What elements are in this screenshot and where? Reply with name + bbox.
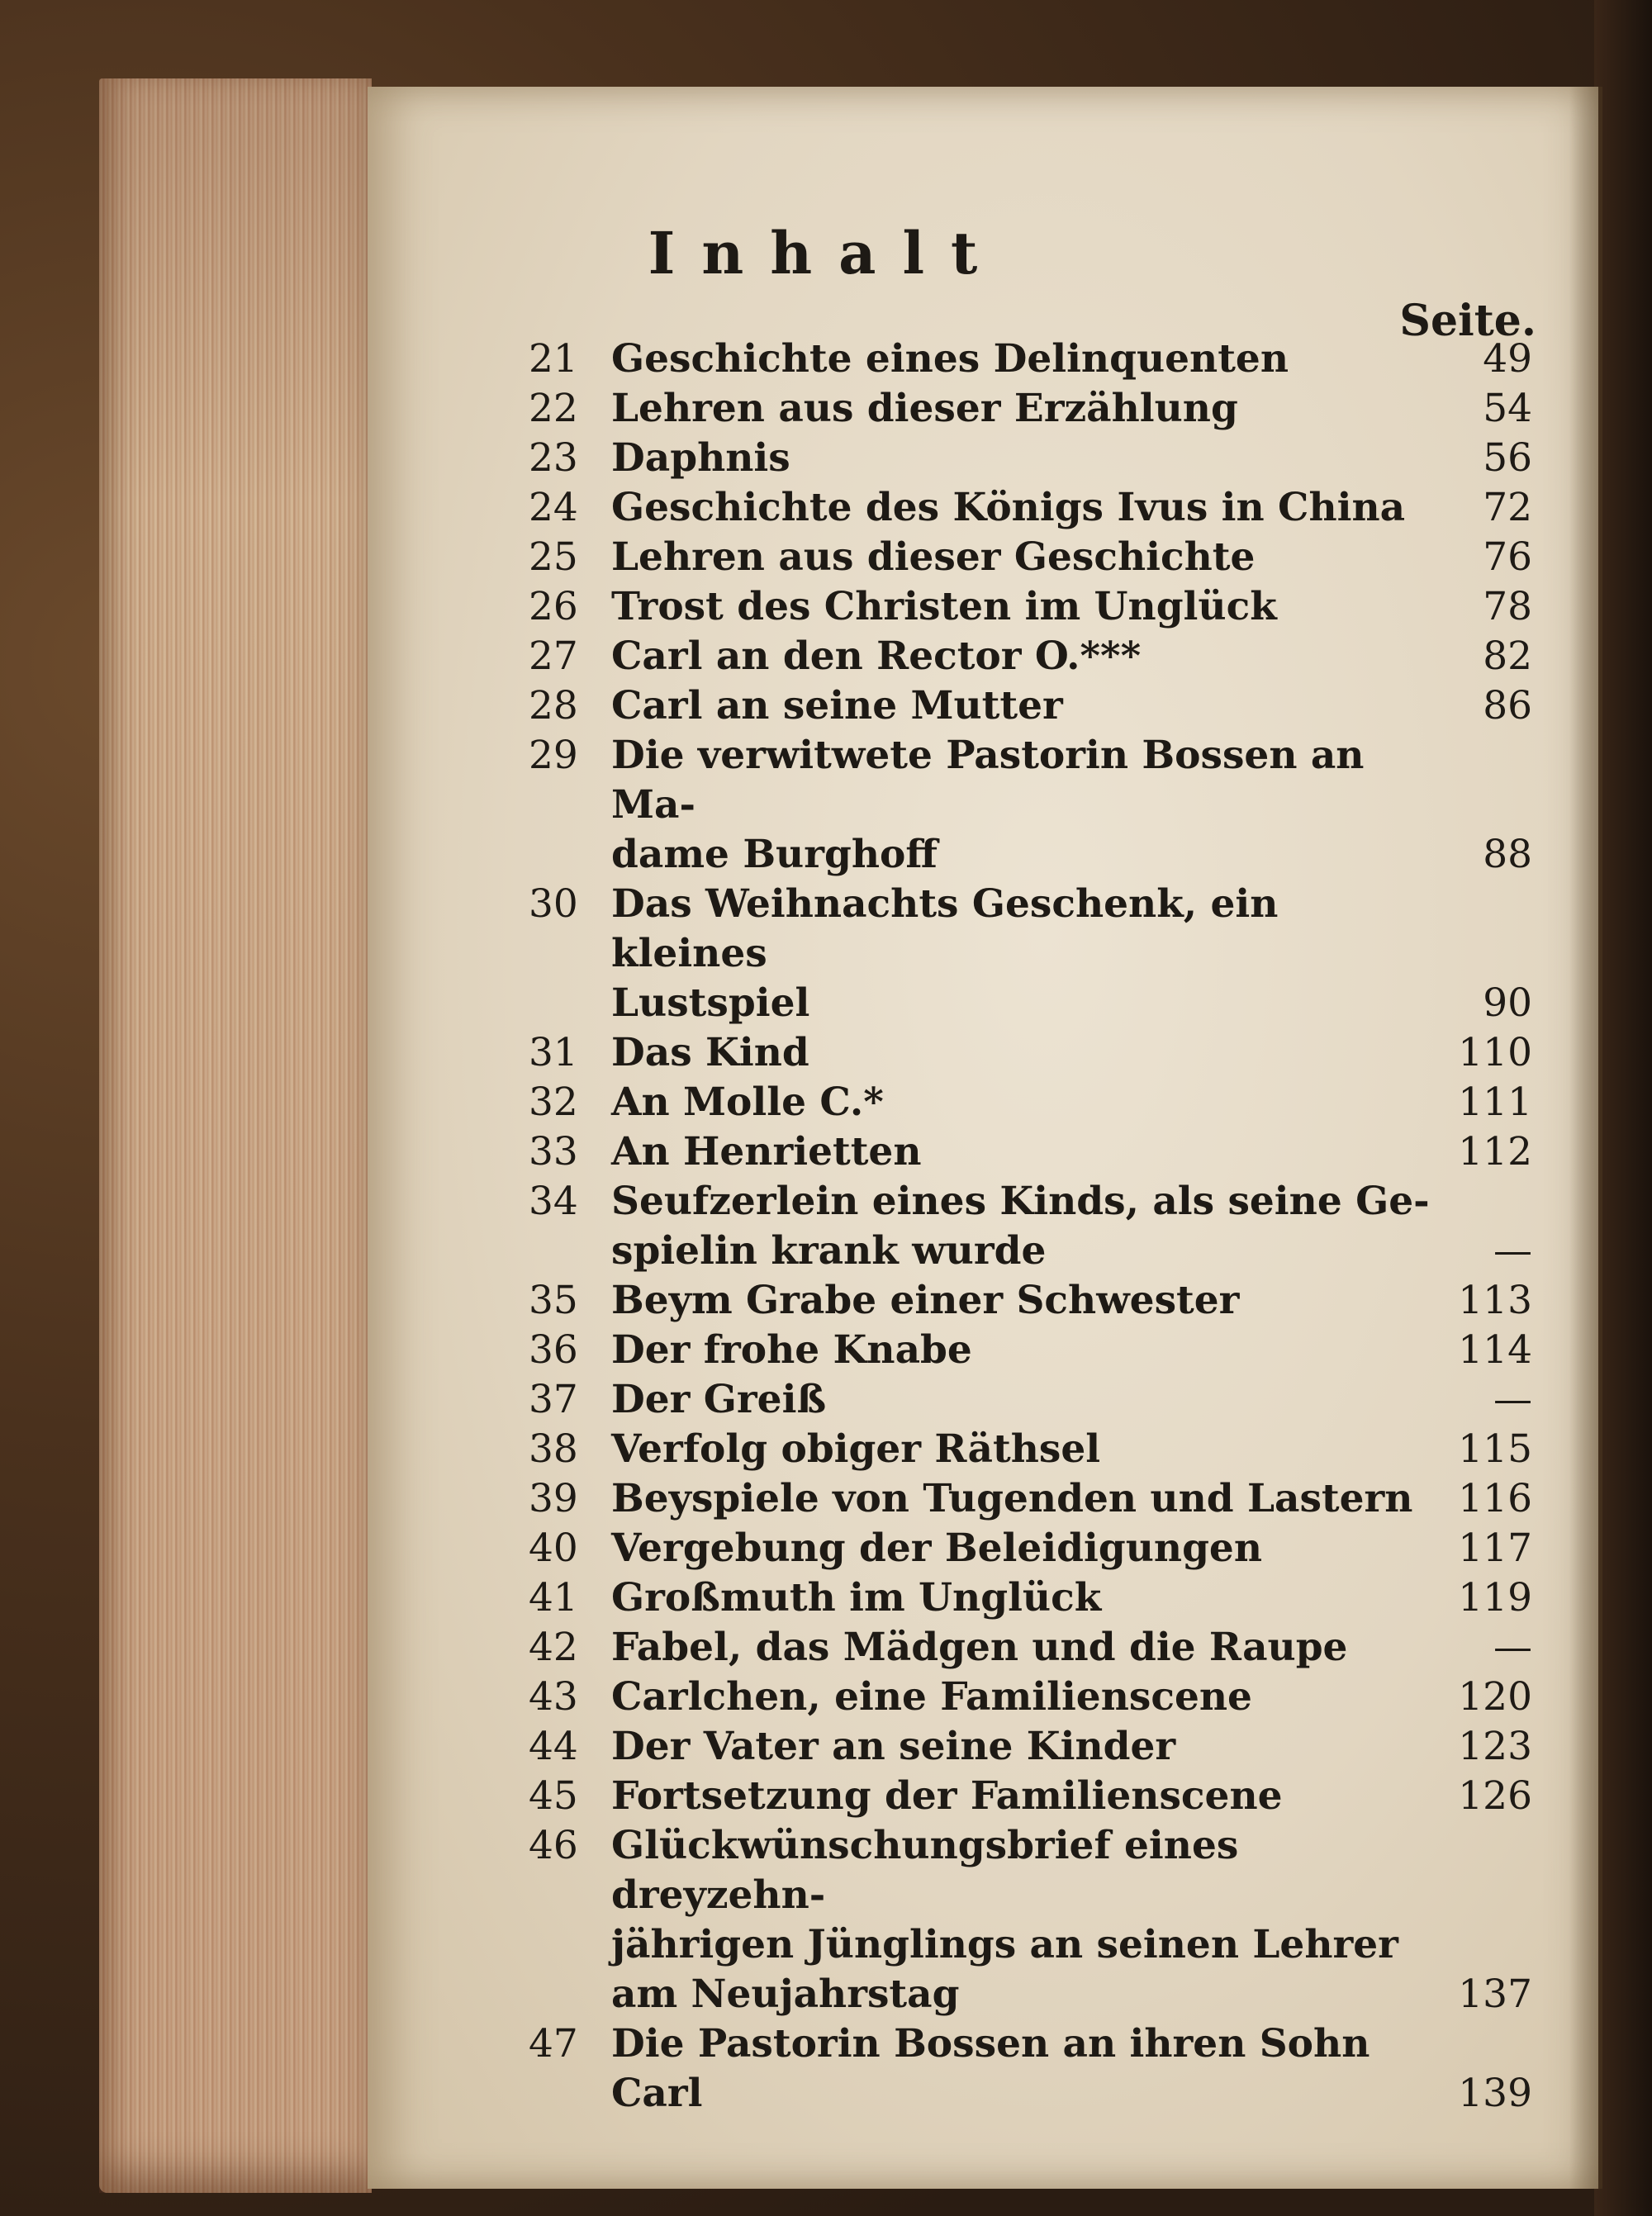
toc-entry-page-number: 116 bbox=[1458, 1476, 1532, 1521]
toc-entry bbox=[529, 483, 1532, 533]
toc-entry bbox=[529, 1821, 1532, 2019]
toc-entry-number: 37 bbox=[529, 1377, 578, 1422]
toc-entry-title bbox=[611, 1722, 1433, 1772]
toc-entry bbox=[529, 533, 1532, 582]
page-column-header: Seite. bbox=[1399, 296, 1536, 346]
page-fold-shadow bbox=[1569, 87, 1602, 2189]
toc-entry-page-number: 117 bbox=[1458, 1526, 1532, 1571]
toc-entry-number: 27 bbox=[529, 633, 578, 679]
toc-entry-title bbox=[611, 1326, 1433, 1375]
toc-entry-title-line: Lehren aus dieser Erzählung bbox=[611, 386, 1238, 431]
toc-entry bbox=[529, 1573, 1532, 1623]
toc-entry-title bbox=[611, 1772, 1433, 1821]
toc-entry-page-number: 82 bbox=[1483, 633, 1532, 679]
toc-entry-title bbox=[611, 1078, 1433, 1127]
toc-entry-number: 47 bbox=[529, 2021, 578, 2067]
toc-entry bbox=[529, 2019, 1532, 2119]
toc-entry-page-number: — bbox=[1493, 1228, 1532, 1274]
toc-entry-title-line: Fabel, das Mädgen und die Raupe bbox=[611, 1625, 1348, 1670]
toc-entry-number: 26 bbox=[529, 584, 578, 629]
toc-entry-title bbox=[611, 1028, 1433, 1078]
toc-entry-number: 39 bbox=[529, 1476, 578, 1521]
toc-entry bbox=[529, 1028, 1532, 1078]
book-spine bbox=[1594, 0, 1652, 2216]
toc-entry-page-number: 112 bbox=[1458, 1129, 1532, 1174]
toc-entry-title-line: Geschichte eines Delinquenten bbox=[611, 336, 1289, 382]
toc-entry-number: 28 bbox=[529, 683, 578, 728]
toc-entry-title-line: Glückwünschungsbrief eines dreyzehn- bbox=[611, 1823, 1239, 1918]
toc-entry-number: 40 bbox=[529, 1526, 578, 1571]
toc-entry-number: 30 bbox=[529, 881, 578, 927]
toc-entry-page-number: 137 bbox=[1458, 1972, 1532, 2017]
toc-entry-title-line: Carl an seine Mutter bbox=[611, 683, 1063, 728]
toc-entry-title-line: Daphnis bbox=[611, 435, 790, 481]
toc-entry bbox=[529, 582, 1532, 632]
table-of-contents bbox=[529, 335, 1532, 2119]
toc-entry bbox=[529, 434, 1532, 483]
toc-entry-number: 31 bbox=[529, 1030, 578, 1075]
toc-entry-number: 35 bbox=[529, 1278, 578, 1323]
toc-entry-title bbox=[611, 1425, 1433, 1474]
toc-entry-title bbox=[611, 880, 1433, 1028]
toc-entry-title-line: Trost des Christen im Unglück bbox=[611, 584, 1277, 629]
toc-entry-title-line: Carlchen, eine Familienscene bbox=[611, 1674, 1252, 1720]
toc-entry bbox=[529, 384, 1532, 434]
page-edges bbox=[99, 78, 372, 2193]
toc-entry-page-number: 72 bbox=[1483, 485, 1532, 530]
toc-entry bbox=[529, 1375, 1532, 1425]
toc-entry bbox=[529, 632, 1532, 681]
toc-entry-page-number: 90 bbox=[1483, 980, 1532, 1026]
toc-entry-title bbox=[611, 483, 1433, 533]
toc-entry-number: 29 bbox=[529, 733, 578, 778]
toc-entry bbox=[529, 1127, 1532, 1177]
toc-entry bbox=[529, 1673, 1532, 1722]
toc-entry-title-line: jährigen Jünglings an seinen Lehrer bbox=[611, 1922, 1398, 1967]
toc-entry-title bbox=[611, 533, 1433, 582]
toc-entry-title bbox=[611, 1524, 1433, 1573]
toc-entry-title bbox=[611, 384, 1433, 434]
toc-entry-title-line: spielin krank wurde bbox=[611, 1228, 1047, 1274]
toc-entry bbox=[529, 880, 1532, 1028]
toc-entry-title-line: Der Greiß bbox=[611, 1377, 827, 1422]
toc-entry-title bbox=[611, 681, 1433, 731]
toc-entry-title-line: Geschichte des Königs Ivus in China bbox=[611, 485, 1406, 530]
toc-entry-title bbox=[611, 2019, 1433, 2119]
toc-entry-title-line: Großmuth im Unglück bbox=[611, 1575, 1102, 1620]
toc-entry-number: 22 bbox=[529, 386, 578, 431]
toc-entry-number: 33 bbox=[529, 1129, 578, 1174]
toc-entry-number: 24 bbox=[529, 485, 578, 530]
toc-entry bbox=[529, 1772, 1532, 1821]
toc-entry-title bbox=[611, 1127, 1433, 1177]
toc-entry bbox=[529, 731, 1532, 880]
toc-entry-number: 34 bbox=[529, 1179, 578, 1224]
toc-entry-title-line: Der frohe Knabe bbox=[611, 1327, 972, 1373]
toc-entry-title-line: Fortsetzung der Familienscene bbox=[611, 1773, 1283, 1819]
toc-entry bbox=[529, 1623, 1532, 1673]
toc-entry-title bbox=[611, 1375, 1433, 1425]
toc-entry-title bbox=[611, 731, 1433, 880]
toc-entry-page-number: 78 bbox=[1483, 584, 1532, 629]
toc-entry-page-number: 76 bbox=[1483, 534, 1532, 580]
toc-entry-title bbox=[611, 1276, 1433, 1326]
toc-entry-page-number: 115 bbox=[1458, 1426, 1532, 1472]
toc-entry-title-line: An Molle C.* bbox=[611, 1080, 884, 1125]
toc-entry-number: 25 bbox=[529, 534, 578, 580]
toc-entry-page-number: — bbox=[1493, 1377, 1532, 1422]
toc-entry-title bbox=[611, 434, 1433, 483]
toc-entry bbox=[529, 1722, 1532, 1772]
toc-entry-title bbox=[611, 1573, 1433, 1623]
toc-entry-number: 41 bbox=[529, 1575, 578, 1620]
toc-entry-page-number: 119 bbox=[1458, 1575, 1532, 1620]
toc-entry-number: 45 bbox=[529, 1773, 578, 1819]
toc-entry-page-number: 123 bbox=[1458, 1724, 1532, 1769]
toc-entry-page-number: 113 bbox=[1458, 1278, 1532, 1323]
toc-entry bbox=[529, 1425, 1532, 1474]
toc-entry-title-line: Vergebung der Beleidigungen bbox=[611, 1526, 1263, 1571]
toc-entry-title bbox=[611, 1623, 1433, 1673]
toc-entry-title-line: Der Vater an seine Kinder bbox=[611, 1724, 1176, 1769]
toc-entry bbox=[529, 1474, 1532, 1524]
toc-entry-page-number: 126 bbox=[1458, 1773, 1532, 1819]
toc-entry-title-line: Beym Grabe einer Schwester bbox=[611, 1278, 1240, 1323]
toc-entry-title-line: Die verwitwete Pastorin Bossen an Ma- bbox=[611, 733, 1365, 828]
toc-entry bbox=[529, 335, 1532, 384]
toc-entry-number: 43 bbox=[529, 1674, 578, 1720]
toc-entry-page-number: 111 bbox=[1458, 1080, 1532, 1125]
toc-entry-title-line: Seufzerlein eines Kinds, als seine Ge- bbox=[611, 1179, 1430, 1224]
toc-entry-number: 46 bbox=[529, 1823, 578, 1868]
toc-entry-number: 21 bbox=[529, 336, 578, 382]
toc-entry bbox=[529, 1524, 1532, 1573]
toc-entry-page-number: 120 bbox=[1458, 1674, 1532, 1720]
toc-entry-title bbox=[611, 632, 1433, 681]
toc-entry-title-line: Lustspiel bbox=[611, 980, 810, 1026]
toc-entry-number: 23 bbox=[529, 435, 578, 481]
toc-entry-number: 38 bbox=[529, 1426, 578, 1472]
toc-entry-page-number: 110 bbox=[1458, 1030, 1532, 1075]
toc-entry-number: 36 bbox=[529, 1327, 578, 1373]
toc-entry-page-number: 49 bbox=[1483, 336, 1532, 382]
toc-entry-title-line: am Neujahrstag bbox=[611, 1972, 960, 2017]
toc-entry bbox=[529, 1078, 1532, 1127]
toc-entry-title bbox=[611, 1821, 1433, 2019]
toc-entry-page-number: 139 bbox=[1458, 2071, 1532, 2116]
toc-entry-title-line: An Henrietten bbox=[611, 1129, 922, 1174]
toc-entry-title bbox=[611, 1474, 1433, 1524]
toc-entry-page-number: 88 bbox=[1483, 832, 1532, 877]
toc-entry-number: 32 bbox=[529, 1080, 578, 1125]
toc-entry-title-line: Die Pastorin Bossen an ihren Sohn Carl bbox=[611, 2021, 1370, 2116]
toc-entry-page-number: 56 bbox=[1483, 435, 1532, 481]
toc-entry bbox=[529, 1177, 1532, 1276]
toc-entry-title-line: Beyspiele von Tugenden und Lastern bbox=[611, 1476, 1413, 1521]
toc-entry-page-number: 114 bbox=[1458, 1327, 1532, 1373]
toc-entry-page-number: 54 bbox=[1483, 386, 1532, 431]
toc-entry bbox=[529, 681, 1532, 731]
toc-entry bbox=[529, 1326, 1532, 1375]
toc-entry-title-line: Verfolg obiger Räthsel bbox=[611, 1426, 1101, 1472]
toc-entry-title bbox=[611, 1673, 1433, 1722]
toc-entry-title-line: Lehren aus dieser Geschichte bbox=[611, 534, 1256, 580]
toc-entry-number: 44 bbox=[529, 1724, 578, 1769]
toc-entry-title-line: Das Kind bbox=[611, 1030, 809, 1075]
toc-entry bbox=[529, 1276, 1532, 1326]
toc-entry-title bbox=[611, 582, 1433, 632]
toc-entry-title bbox=[611, 335, 1433, 384]
page-title: Inhalt bbox=[648, 219, 1004, 287]
toc-entry-page-number: — bbox=[1493, 1625, 1532, 1670]
toc-entry-title bbox=[611, 1177, 1433, 1276]
toc-entry-title-line: Das Weihnachts Geschenk, ein kleines bbox=[611, 881, 1279, 976]
toc-entry-title-line: dame Burghoff bbox=[611, 832, 938, 877]
toc-entry-page-number: 86 bbox=[1483, 683, 1532, 728]
toc-entry-title-line: Carl an den Rector O.*** bbox=[611, 633, 1142, 679]
toc-entry-number: 42 bbox=[529, 1625, 578, 1670]
